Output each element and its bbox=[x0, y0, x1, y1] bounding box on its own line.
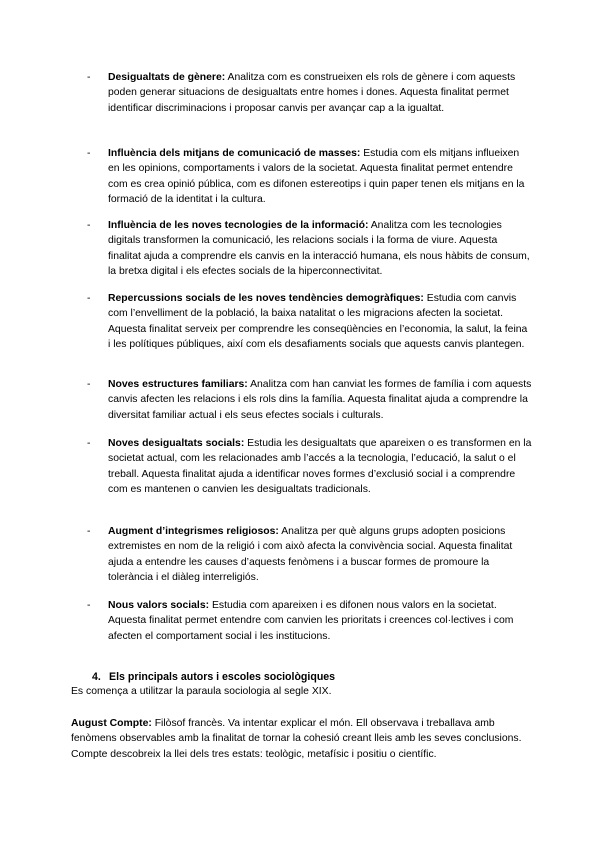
list-item bbox=[87, 377, 532, 423]
item-body: Analitza com han canviat les formes de família i com aquests canvis afecten les relacions i els rols dins la família. Aquesta finalitat ajuda a comprendre la diversitat familiar actual i els seus efectes socials i culturals. bbox=[108, 379, 532, 421]
item-body: Estudia com els mitjans influeixen en les opinions, comportaments i valors de la societat. Aquesta finalitat permet entendre com es crea opinió pública, com es difonen estereotips i quin paper tenen els mitjans en la formació de la identitat i la cultura. bbox=[108, 148, 525, 205]
author-name: August Compte: bbox=[71, 718, 152, 729]
list-item bbox=[87, 598, 532, 644]
bullet-dash: - bbox=[87, 293, 91, 304]
item-body: Estudia com canvis com l’envelliment de la població, la baixa natalitat o les migracions afecten la societat. Aquesta finalitat serveix per comprendre les conseqüències en l’economia, la salut, la feina i les polítiques públiques, així com els desafiaments socials que aquests canvis plantegen. bbox=[108, 293, 528, 350]
item-body: Analitza per què alguns grups adopten posicions extremistes en nom de la religió i com això afecta la convivència social. Aquesta finalitat ajuda a entendre les causes d’aquests fenòmens i a buscar formes de promoure la tolerància i el diàleg interreligiós. bbox=[108, 526, 513, 583]
item-title: Augment d’integrismes religiosos: bbox=[108, 526, 279, 537]
intro-paragraph: Es comença a utilitzar la paraula sociologia al segle XIX. bbox=[71, 686, 332, 697]
list-item bbox=[87, 146, 532, 207]
list-item bbox=[87, 70, 532, 116]
item-body: Estudia com apareixen i es difonen nous valors en la societat. Aquesta finalitat permet entendre com canvien les prioritats i creences col·lectives i com afecten el comportament social i les institucions. bbox=[108, 600, 514, 642]
list-item-text bbox=[108, 524, 532, 585]
section-title: Els principals autors i escoles sociològiques bbox=[109, 671, 336, 683]
item-body: Estudia les desigualtats que apareixen o es transformen en la societat actual, com les relacionades amb l’accés a la tecnologia, l’educació, la salut o el treball. Aquesta finalitat ajuda a identificar noves formes d’exclusió social i a comprendre com es mantenen o canvien les desigualtats tradicionals. bbox=[108, 438, 532, 495]
list-item-text bbox=[108, 436, 532, 497]
item-title: Influència dels mitjans de comunicació de masses: bbox=[108, 148, 361, 159]
list-item-text bbox=[108, 377, 532, 423]
item-body: Analitza com es construeixen els rols de gènere i com aquests poden generar situacions de desigualtats entre homes i dones. Aquesta finalitat permet identificar discriminacions i proposar canvis per avançar cap a la igualtat. bbox=[108, 72, 516, 114]
item-title: Desigualtats de gènere: bbox=[108, 72, 226, 83]
item-title: Influència de les noves tecnologies de la informació: bbox=[108, 220, 369, 231]
section-heading bbox=[92, 670, 335, 685]
item-title: Noves estructures familiars: bbox=[108, 379, 248, 390]
list-item-text bbox=[108, 70, 532, 116]
bullet-dash: - bbox=[87, 526, 91, 537]
list-item-text bbox=[108, 291, 532, 352]
list-item-text bbox=[108, 218, 532, 279]
bullet-dash: - bbox=[87, 148, 91, 159]
bullet-dash: - bbox=[87, 220, 91, 231]
section-number: 4. bbox=[92, 671, 101, 683]
item-title: Repercussions socials de les noves tendències demogràfiques: bbox=[108, 293, 424, 304]
list-item-text bbox=[108, 598, 532, 644]
author-text: Filòsof francès. Va intentar explicar el món. Ell observava i treballava amb fenòmens observables amb la finalitat de tornar la cohesió creant lleis amb les seves conclusions. Compte descobreix la llei dels tres estats: teològic, metafísic i positiu o científic. bbox=[71, 718, 522, 760]
bullet-dash: - bbox=[87, 379, 91, 390]
comte-paragraph bbox=[71, 716, 533, 762]
list-item bbox=[87, 218, 532, 279]
list-item bbox=[87, 524, 532, 585]
item-title: Nous valors socials: bbox=[108, 600, 210, 611]
bullet-dash: - bbox=[87, 438, 91, 449]
item-title: Noves desigualtats socials: bbox=[108, 438, 245, 449]
item-body: Analitza com les tecnologies digitals transformen la comunicació, les relacions socials i la forma de viure. Aquesta finalitat ajuda a comprendre els canvis en la interacció humana, els nous hàbits de consum, la bretxa digital i els efectes socials de la hiperconnectivitat. bbox=[108, 220, 530, 277]
bullet-dash: - bbox=[87, 72, 91, 83]
list-item bbox=[87, 436, 532, 497]
list-item-text bbox=[108, 146, 532, 207]
bullet-dash: - bbox=[87, 600, 91, 611]
list-item bbox=[87, 291, 532, 352]
